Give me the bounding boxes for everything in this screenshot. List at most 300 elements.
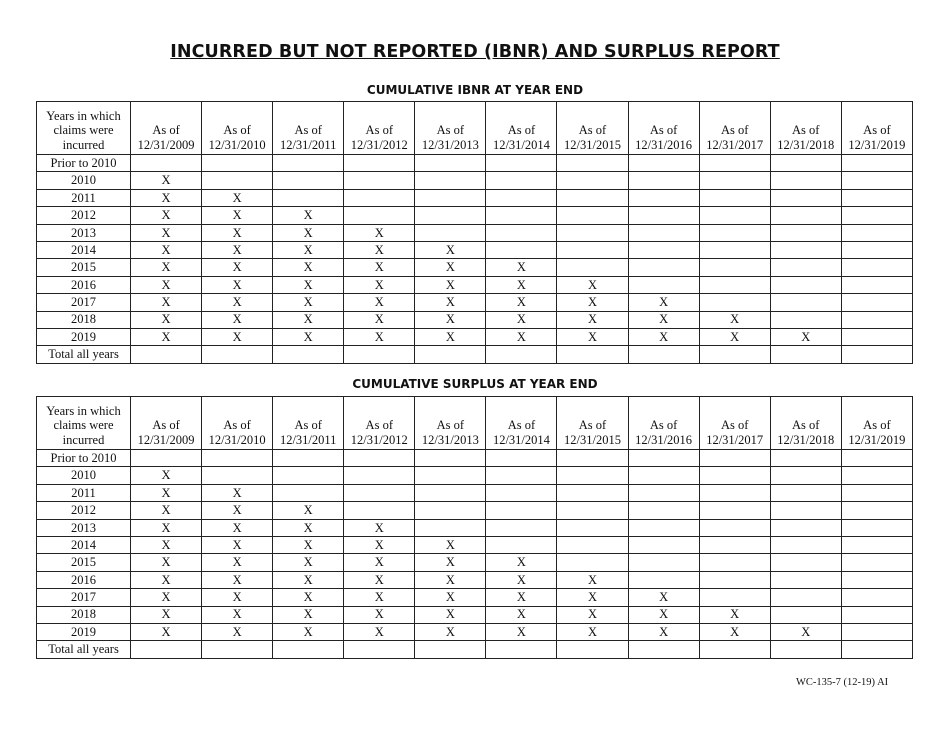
data-cell[interactable]: [770, 189, 841, 206]
column-header: [131, 397, 202, 450]
data-cell[interactable]: [415, 172, 486, 189]
data-cell[interactable]: [273, 172, 344, 189]
data-cell[interactable]: X: [415, 276, 486, 293]
data-cell[interactable]: X: [628, 311, 699, 328]
data-cell[interactable]: [415, 224, 486, 241]
data-cell[interactable]: X: [131, 189, 202, 206]
data-cell[interactable]: [699, 241, 770, 258]
column-header-prefix: As of: [507, 123, 536, 137]
data-cell[interactable]: [557, 484, 628, 501]
data-cell[interactable]: X: [415, 328, 486, 345]
data-cell[interactable]: X: [202, 294, 273, 311]
data-cell[interactable]: [557, 241, 628, 258]
data-cell[interactable]: X: [273, 589, 344, 606]
data-cell[interactable]: [557, 155, 628, 172]
data-cell[interactable]: [557, 189, 628, 206]
data-cell[interactable]: X: [131, 554, 202, 571]
data-cell[interactable]: [344, 155, 415, 172]
data-cell[interactable]: [770, 224, 841, 241]
data-cell[interactable]: [770, 641, 841, 658]
data-cell[interactable]: [699, 536, 770, 553]
data-cell[interactable]: [699, 207, 770, 224]
row-label: 2013: [37, 519, 131, 536]
data-cell[interactable]: X: [344, 589, 415, 606]
data-cell[interactable]: X: [131, 589, 202, 606]
data-cell[interactable]: X: [699, 328, 770, 345]
column-header-date: 12/31/2013: [421, 137, 479, 152]
data-cell[interactable]: [202, 172, 273, 189]
column-header: [841, 102, 912, 155]
data-cell[interactable]: [628, 536, 699, 553]
data-cell[interactable]: X: [202, 224, 273, 241]
data-cell[interactable]: [557, 207, 628, 224]
column-header-prefix: As of: [863, 418, 891, 432]
data-cell[interactable]: X: [557, 589, 628, 606]
column-header-prefix: As of: [223, 123, 251, 137]
data-cell[interactable]: X: [415, 311, 486, 328]
data-cell[interactable]: [841, 155, 912, 172]
data-cell[interactable]: [557, 536, 628, 553]
data-cell[interactable]: [841, 328, 912, 345]
data-cell[interactable]: [628, 276, 699, 293]
column-header-prefix: As of: [294, 123, 322, 137]
data-cell[interactable]: [770, 606, 841, 623]
data-cell[interactable]: X: [415, 241, 486, 258]
data-cell[interactable]: X: [202, 259, 273, 276]
data-cell[interactable]: [202, 155, 273, 172]
data-cell[interactable]: [841, 224, 912, 241]
data-cell[interactable]: [770, 276, 841, 293]
data-cell[interactable]: [841, 554, 912, 571]
data-cell[interactable]: X: [486, 259, 557, 276]
data-cell[interactable]: X: [557, 311, 628, 328]
data-cell[interactable]: [699, 189, 770, 206]
data-cell[interactable]: X: [486, 276, 557, 293]
row-label: Prior to 2010: [37, 450, 131, 467]
column-header: [273, 102, 344, 155]
data-cell[interactable]: [486, 224, 557, 241]
data-cell[interactable]: X: [557, 294, 628, 311]
data-cell[interactable]: [841, 623, 912, 640]
data-cell[interactable]: [486, 241, 557, 258]
data-cell[interactable]: [344, 467, 415, 484]
data-cell[interactable]: [273, 450, 344, 467]
data-cell[interactable]: [699, 484, 770, 501]
data-cell[interactable]: X: [699, 623, 770, 640]
data-cell[interactable]: [628, 241, 699, 258]
data-cell[interactable]: [841, 207, 912, 224]
data-cell[interactable]: X: [486, 571, 557, 588]
data-cell[interactable]: [273, 189, 344, 206]
data-cell[interactable]: [699, 346, 770, 363]
row-label: 2014: [37, 241, 131, 258]
data-cell[interactable]: X: [344, 224, 415, 241]
data-cell[interactable]: [841, 484, 912, 501]
table-header-row: [37, 397, 913, 450]
data-cell[interactable]: [415, 519, 486, 536]
data-cell[interactable]: X: [415, 536, 486, 553]
data-cell[interactable]: X: [273, 502, 344, 519]
data-cell[interactable]: [770, 502, 841, 519]
data-cell[interactable]: X: [202, 606, 273, 623]
data-cell[interactable]: [557, 502, 628, 519]
data-cell[interactable]: [699, 155, 770, 172]
data-cell[interactable]: X: [344, 536, 415, 553]
data-cell[interactable]: [841, 571, 912, 588]
data-cell[interactable]: X: [273, 224, 344, 241]
data-cell[interactable]: X: [131, 294, 202, 311]
data-cell[interactable]: [770, 207, 841, 224]
data-cell[interactable]: [273, 346, 344, 363]
column-header-prefix: As of: [152, 418, 180, 432]
data-cell[interactable]: [841, 589, 912, 606]
data-cell[interactable]: [202, 346, 273, 363]
data-cell[interactable]: [415, 467, 486, 484]
column-header-prefix: As of: [792, 418, 820, 432]
data-cell[interactable]: X: [202, 571, 273, 588]
data-cell[interactable]: X: [273, 276, 344, 293]
data-cell[interactable]: [841, 189, 912, 206]
data-cell[interactable]: [699, 502, 770, 519]
data-cell[interactable]: [841, 172, 912, 189]
data-cell[interactable]: [628, 502, 699, 519]
data-cell[interactable]: [841, 641, 912, 658]
data-cell[interactable]: X: [273, 623, 344, 640]
data-cell[interactable]: X: [273, 207, 344, 224]
data-cell[interactable]: [131, 450, 202, 467]
data-cell[interactable]: [699, 259, 770, 276]
data-cell[interactable]: X: [273, 241, 344, 258]
data-cell[interactable]: [344, 484, 415, 501]
data-cell[interactable]: [557, 450, 628, 467]
data-cell[interactable]: [486, 502, 557, 519]
data-cell[interactable]: [557, 259, 628, 276]
data-cell[interactable]: X: [557, 571, 628, 588]
table-row: [37, 276, 913, 293]
data-cell[interactable]: [699, 172, 770, 189]
data-cell[interactable]: [557, 467, 628, 484]
data-cell[interactable]: [699, 294, 770, 311]
data-cell[interactable]: X: [344, 294, 415, 311]
ibnr-table-title: CUMULATIVE IBNR AT YEAR END: [366, 83, 584, 97]
data-cell[interactable]: [841, 311, 912, 328]
table-row: [37, 641, 913, 658]
data-cell[interactable]: X: [699, 311, 770, 328]
data-cell[interactable]: X: [344, 554, 415, 571]
data-cell[interactable]: X: [486, 589, 557, 606]
data-cell[interactable]: [841, 450, 912, 467]
table-row: [37, 467, 913, 484]
data-cell[interactable]: X: [273, 606, 344, 623]
data-cell[interactable]: [628, 155, 699, 172]
data-cell[interactable]: X: [344, 241, 415, 258]
data-cell[interactable]: [699, 571, 770, 588]
data-cell[interactable]: [486, 172, 557, 189]
data-cell[interactable]: [415, 207, 486, 224]
data-cell[interactable]: X: [131, 207, 202, 224]
data-cell[interactable]: [344, 346, 415, 363]
data-cell[interactable]: [628, 484, 699, 501]
data-cell[interactable]: X: [131, 502, 202, 519]
data-cell[interactable]: [770, 484, 841, 501]
data-cell[interactable]: X: [131, 519, 202, 536]
data-cell[interactable]: [770, 311, 841, 328]
data-cell[interactable]: [841, 259, 912, 276]
data-cell[interactable]: [628, 467, 699, 484]
data-cell[interactable]: X: [273, 328, 344, 345]
data-cell[interactable]: X: [273, 519, 344, 536]
data-cell[interactable]: X: [415, 571, 486, 588]
data-cell[interactable]: [770, 172, 841, 189]
data-cell[interactable]: [344, 172, 415, 189]
table-row: [37, 172, 913, 189]
data-cell[interactable]: [344, 502, 415, 519]
data-cell[interactable]: X: [202, 554, 273, 571]
data-cell[interactable]: X: [202, 328, 273, 345]
data-cell[interactable]: [699, 224, 770, 241]
data-cell[interactable]: [344, 189, 415, 206]
row-label: 2012: [37, 502, 131, 519]
data-cell[interactable]: X: [202, 519, 273, 536]
data-cell[interactable]: X: [131, 623, 202, 640]
data-cell[interactable]: X: [415, 623, 486, 640]
data-cell[interactable]: [486, 641, 557, 658]
data-cell[interactable]: [628, 172, 699, 189]
column-header-prefix: As of: [720, 418, 749, 432]
data-cell[interactable]: [486, 155, 557, 172]
data-cell[interactable]: [486, 484, 557, 501]
data-cell[interactable]: X: [486, 311, 557, 328]
data-cell[interactable]: [770, 519, 841, 536]
data-cell[interactable]: [486, 189, 557, 206]
column-header-prefix: As of: [720, 123, 749, 137]
data-cell[interactable]: X: [486, 328, 557, 345]
data-cell[interactable]: X: [344, 623, 415, 640]
data-cell[interactable]: X: [273, 571, 344, 588]
data-cell[interactable]: [699, 589, 770, 606]
data-cell[interactable]: [202, 467, 273, 484]
data-cell[interactable]: [770, 155, 841, 172]
data-cell[interactable]: [841, 241, 912, 258]
corner-header-line: incurred: [62, 432, 105, 447]
data-cell[interactable]: X: [131, 241, 202, 258]
data-cell[interactable]: X: [486, 606, 557, 623]
data-cell[interactable]: [273, 641, 344, 658]
data-cell[interactable]: [628, 346, 699, 363]
data-cell[interactable]: X: [486, 294, 557, 311]
data-cell[interactable]: X: [628, 294, 699, 311]
data-cell[interactable]: X: [202, 189, 273, 206]
data-cell[interactable]: [699, 554, 770, 571]
data-cell[interactable]: X: [202, 623, 273, 640]
column-header-prefix: As of: [152, 123, 180, 137]
data-cell[interactable]: [557, 346, 628, 363]
data-cell[interactable]: [770, 346, 841, 363]
data-cell[interactable]: X: [202, 536, 273, 553]
data-cell[interactable]: X: [557, 328, 628, 345]
data-cell[interactable]: X: [202, 207, 273, 224]
data-cell[interactable]: [486, 450, 557, 467]
data-cell[interactable]: [841, 519, 912, 536]
data-cell[interactable]: [557, 641, 628, 658]
data-cell[interactable]: X: [486, 554, 557, 571]
data-cell[interactable]: X: [344, 606, 415, 623]
data-cell[interactable]: [273, 467, 344, 484]
data-cell[interactable]: [841, 276, 912, 293]
data-cell[interactable]: X: [131, 259, 202, 276]
data-cell[interactable]: [628, 259, 699, 276]
data-cell[interactable]: [841, 346, 912, 363]
data-cell[interactable]: X: [628, 589, 699, 606]
data-cell[interactable]: X: [131, 311, 202, 328]
data-cell[interactable]: [770, 536, 841, 553]
data-cell[interactable]: [486, 467, 557, 484]
data-cell[interactable]: [699, 276, 770, 293]
data-cell[interactable]: [557, 554, 628, 571]
data-cell[interactable]: X: [202, 241, 273, 258]
data-cell[interactable]: X: [131, 276, 202, 293]
data-cell[interactable]: [628, 519, 699, 536]
data-cell[interactable]: [628, 224, 699, 241]
data-cell[interactable]: [486, 536, 557, 553]
data-cell[interactable]: X: [770, 328, 841, 345]
column-header: [202, 102, 273, 155]
data-cell[interactable]: [770, 450, 841, 467]
data-cell[interactable]: X: [202, 502, 273, 519]
data-cell[interactable]: [557, 224, 628, 241]
data-cell[interactable]: [415, 484, 486, 501]
data-cell[interactable]: X: [273, 554, 344, 571]
data-cell[interactable]: X: [273, 536, 344, 553]
data-cell[interactable]: [202, 450, 273, 467]
data-cell[interactable]: [699, 467, 770, 484]
data-cell[interactable]: X: [131, 606, 202, 623]
data-cell[interactable]: [415, 502, 486, 519]
surplus-table-title: CUMULATIVE SURPLUS AT YEAR END: [352, 377, 598, 391]
data-cell[interactable]: X: [273, 294, 344, 311]
data-cell[interactable]: X: [415, 589, 486, 606]
data-cell[interactable]: X: [344, 259, 415, 276]
column-header-date: 12/31/2015: [564, 432, 621, 447]
column-header-date: 12/31/2010: [208, 137, 266, 152]
data-cell[interactable]: X: [202, 276, 273, 293]
data-cell[interactable]: [273, 484, 344, 501]
row-label: 2013: [37, 224, 131, 241]
data-cell[interactable]: X: [344, 311, 415, 328]
column-header-prefix: As of: [365, 123, 393, 137]
data-cell[interactable]: [628, 189, 699, 206]
data-cell[interactable]: X: [415, 554, 486, 571]
data-cell[interactable]: X: [202, 484, 273, 501]
data-cell[interactable]: X: [202, 311, 273, 328]
data-cell[interactable]: [131, 155, 202, 172]
data-cell[interactable]: [415, 189, 486, 206]
data-cell[interactable]: [628, 554, 699, 571]
data-cell[interactable]: [770, 589, 841, 606]
data-cell[interactable]: X: [131, 224, 202, 241]
column-header: [131, 102, 202, 155]
data-cell[interactable]: X: [557, 276, 628, 293]
data-cell[interactable]: X: [131, 172, 202, 189]
data-cell[interactable]: [486, 519, 557, 536]
data-cell[interactable]: [131, 346, 202, 363]
data-cell[interactable]: X: [557, 623, 628, 640]
data-cell[interactable]: [770, 467, 841, 484]
data-cell[interactable]: X: [202, 589, 273, 606]
data-cell[interactable]: X: [699, 606, 770, 623]
data-cell[interactable]: X: [131, 536, 202, 553]
data-cell[interactable]: [841, 536, 912, 553]
data-cell[interactable]: [628, 571, 699, 588]
data-cell[interactable]: [841, 502, 912, 519]
data-cell[interactable]: [628, 207, 699, 224]
data-cell[interactable]: [273, 155, 344, 172]
data-cell[interactable]: X: [415, 606, 486, 623]
data-cell[interactable]: [486, 346, 557, 363]
data-cell[interactable]: [344, 641, 415, 658]
data-cell[interactable]: X: [344, 519, 415, 536]
data-cell[interactable]: X: [344, 328, 415, 345]
data-cell[interactable]: X: [628, 606, 699, 623]
data-cell[interactable]: X: [628, 328, 699, 345]
data-cell[interactable]: [557, 519, 628, 536]
data-cell[interactable]: [415, 346, 486, 363]
data-cell[interactable]: [486, 207, 557, 224]
data-cell[interactable]: [415, 450, 486, 467]
data-cell[interactable]: [699, 641, 770, 658]
data-cell[interactable]: X: [770, 623, 841, 640]
data-cell[interactable]: [841, 294, 912, 311]
column-header-date: 12/31/2013: [421, 432, 479, 447]
data-cell[interactable]: [628, 641, 699, 658]
data-cell[interactable]: [699, 450, 770, 467]
data-cell[interactable]: X: [273, 311, 344, 328]
row-label: 2018: [37, 311, 131, 328]
data-cell[interactable]: [344, 207, 415, 224]
data-cell[interactable]: X: [557, 606, 628, 623]
data-cell[interactable]: X: [131, 467, 202, 484]
data-cell[interactable]: [770, 241, 841, 258]
data-cell[interactable]: X: [131, 571, 202, 588]
data-cell[interactable]: [415, 641, 486, 658]
column-header-date: 12/31/2009: [137, 432, 195, 447]
data-cell[interactable]: X: [273, 259, 344, 276]
data-cell[interactable]: [344, 450, 415, 467]
data-cell[interactable]: [841, 467, 912, 484]
data-cell[interactable]: [699, 519, 770, 536]
data-cell[interactable]: [557, 172, 628, 189]
data-cell[interactable]: X: [486, 623, 557, 640]
data-cell[interactable]: [770, 294, 841, 311]
data-cell[interactable]: [770, 259, 841, 276]
data-cell[interactable]: X: [344, 571, 415, 588]
data-cell[interactable]: X: [415, 294, 486, 311]
data-cell[interactable]: X: [415, 259, 486, 276]
data-cell[interactable]: [770, 554, 841, 571]
data-cell[interactable]: X: [344, 276, 415, 293]
data-cell[interactable]: [841, 606, 912, 623]
data-cell[interactable]: X: [131, 484, 202, 501]
column-header-date: 12/31/2019: [848, 137, 906, 152]
data-cell[interactable]: [628, 450, 699, 467]
data-cell[interactable]: X: [628, 623, 699, 640]
data-cell[interactable]: [131, 641, 202, 658]
table-row: [37, 294, 913, 311]
data-cell[interactable]: [202, 641, 273, 658]
data-cell[interactable]: [415, 155, 486, 172]
data-cell[interactable]: X: [131, 328, 202, 345]
data-cell[interactable]: [770, 571, 841, 588]
